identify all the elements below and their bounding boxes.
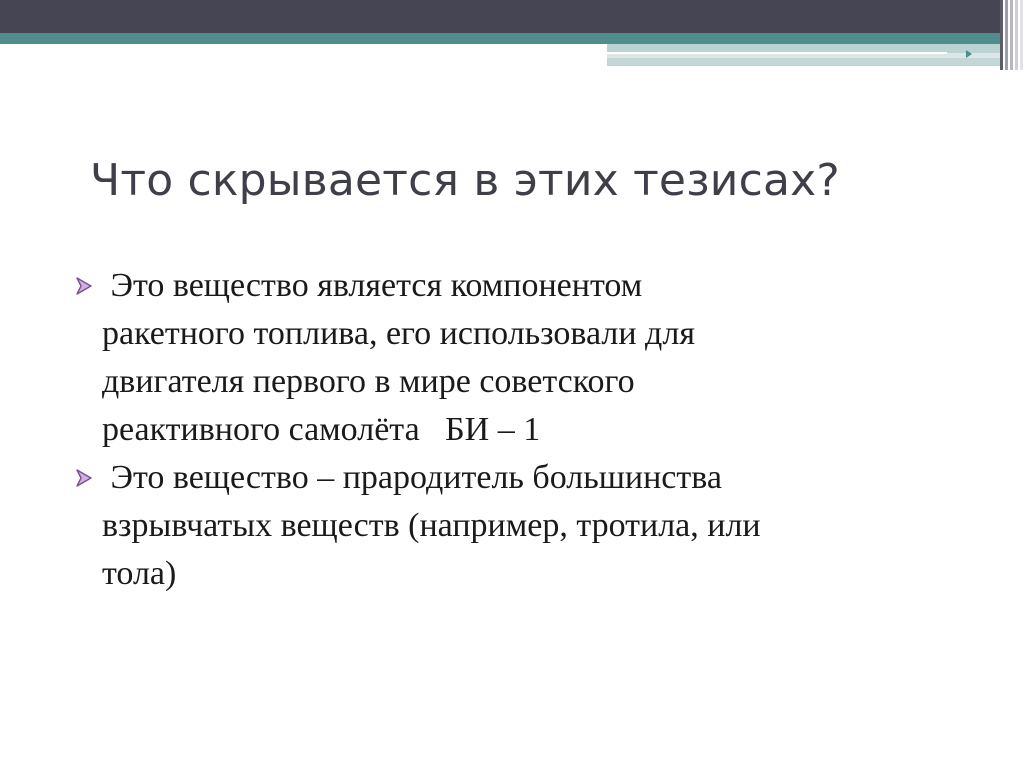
bullet-line: Это вещество – прародитель большинства (102, 459, 722, 496)
list-item (74, 454, 974, 598)
bullet-line: взрывчатых веществ (например, тротила, или (102, 507, 761, 544)
header-band-line (607, 52, 947, 54)
bullet-list (74, 262, 974, 598)
bullet-line: ракетного топлива, его использовали для (102, 315, 695, 352)
bullet-line: тола) (102, 555, 177, 592)
slide-title: Что скрывается в этих тезисах? (90, 155, 840, 206)
corner-triangle-icon (966, 50, 972, 58)
bullet-line: реактивного самолёта БИ – 1 (102, 411, 541, 448)
header-band-teal (0, 33, 1000, 44)
header-side-strips (1000, 0, 1024, 70)
arrow-bullet-icon (74, 468, 94, 488)
list-item (74, 262, 974, 454)
bullet-line: двигателя первого в мире советского (102, 363, 635, 400)
header-band-dark (0, 0, 1000, 33)
bullet-line: Это вещество является компонентом (102, 267, 643, 304)
arrow-bullet-icon (74, 276, 94, 296)
header-band-light (607, 58, 1000, 66)
